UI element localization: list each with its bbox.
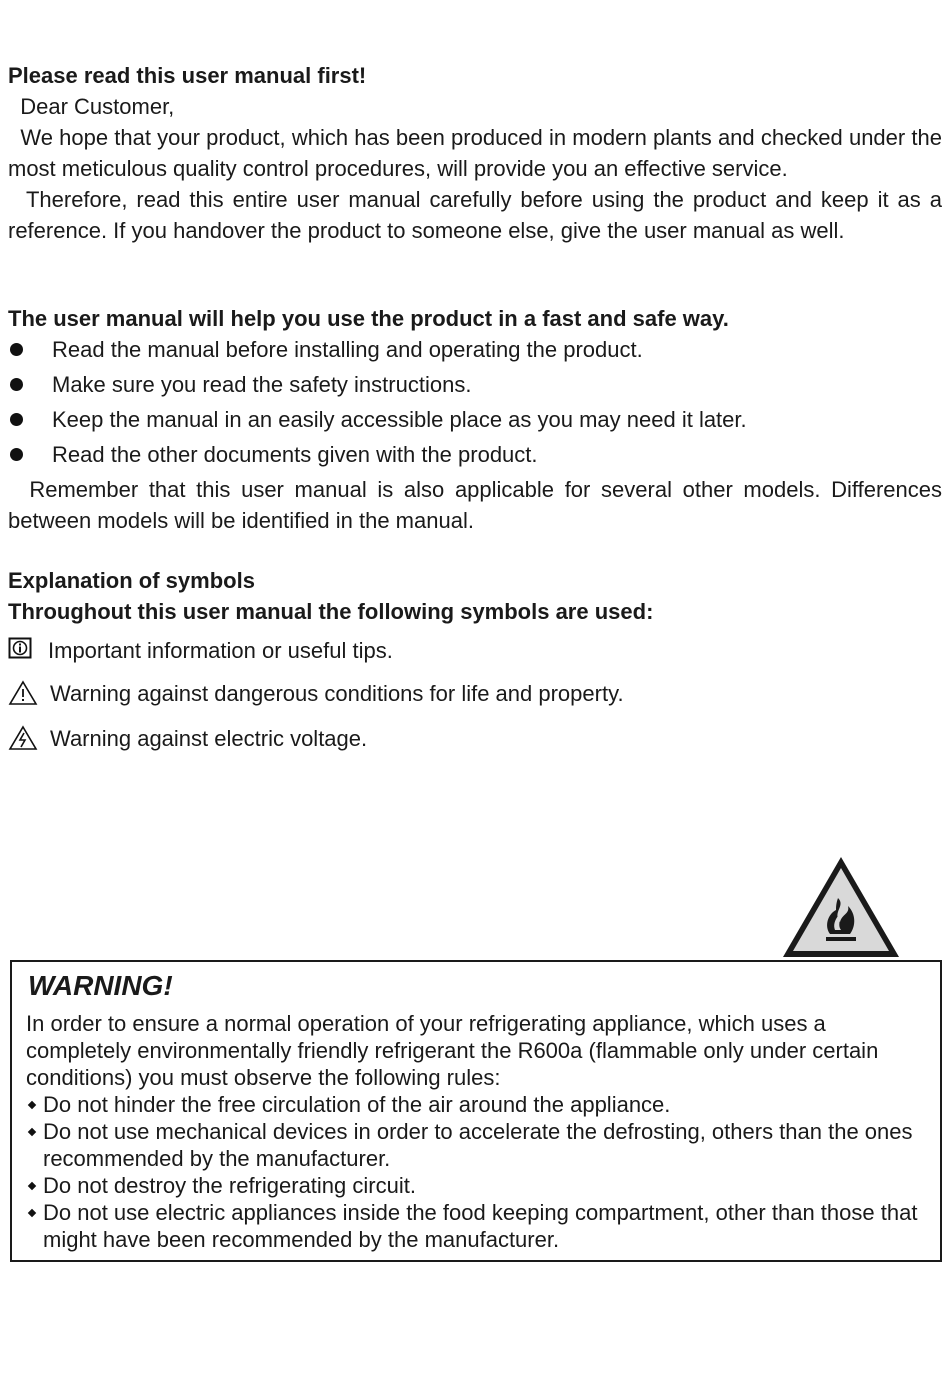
list-item: Do not destroy the refrigerating circuit. [26, 1172, 926, 1199]
bullet-dot-icon [10, 413, 23, 426]
help-list [8, 334, 942, 474]
intro-paragraph-2: Therefore, read this entire user manual carefully before using the product and keep it as a reference. If you handover the product to someone else, give the user manual as well. [8, 187, 942, 243]
list-item: Do not use electric appliances inside the food keeping compartment, other than those that might have been recommended by the manufacturer. [26, 1199, 926, 1253]
bullet-diamond-icon [28, 1182, 36, 1190]
list-item: Do not hinder the free circulation of the air around the appliance. [26, 1091, 926, 1118]
info-icon [8, 637, 34, 663]
list-item: Read the other documents given with the product. [8, 439, 942, 474]
bullet-dot-icon [10, 448, 23, 461]
warning-rules-list [26, 1091, 926, 1253]
intro-paragraph-1: We hope that your product, which has been produced in modern plants and checked under the most meticulous quality control procedures, will provide you an effective service. [8, 125, 942, 181]
symbol-row-info [8, 634, 908, 668]
symbol-text: Important information or useful tips. [48, 638, 393, 663]
warning-box [10, 960, 942, 1262]
warning-title: WARNING! [28, 970, 173, 1001]
warning-text: In order to ensure a normal operation of your refrigerating appliance, which uses a completely environmentally friendly refrigerant the R600a (flammable only under certain conditions) you must observe the following rules: [26, 1011, 879, 1090]
greeting: Dear Customer, [20, 94, 175, 119]
list-item: Do not use mechanical devices in order to accelerate the defrosting, others than the ones recommended by the manufacturer. [26, 1118, 926, 1172]
bullet-dot-icon [10, 378, 23, 391]
list-item: Make sure you read the safety instructions. [8, 369, 942, 404]
page-title: Please read this user manual first! [8, 63, 367, 88]
symbols-subheading: Throughout this user manual the following symbols are used: [8, 599, 654, 624]
remember-paragraph: Remember that this user manual is also applicable for several other models. Differences between models will be identified in the manual. [8, 477, 942, 533]
symbol-text: Warning against dangerous conditions for life and property. [50, 681, 624, 706]
list-item: Read the manual before installing and operating the product. [8, 334, 942, 369]
help-heading: The user manual will help you use the product in a fast and safe way. [8, 306, 729, 331]
intro-section [8, 91, 942, 246]
bullet-diamond-icon [28, 1128, 36, 1136]
bullet-diamond-icon [28, 1101, 36, 1109]
flammable-warning-icon [780, 854, 902, 960]
symbols-heading: Explanation of symbols [8, 568, 255, 593]
symbol-row-warning [8, 677, 908, 711]
bullet-diamond-icon [28, 1209, 36, 1217]
warning-triangle-icon [8, 680, 38, 706]
list-item: Keep the manual in an easily accessible place as you may need it later. [8, 404, 942, 439]
electric-warning-icon [8, 725, 38, 751]
symbol-text: Warning against electric voltage. [50, 726, 368, 751]
bullet-dot-icon [10, 343, 23, 356]
symbol-row-electric [8, 722, 908, 756]
